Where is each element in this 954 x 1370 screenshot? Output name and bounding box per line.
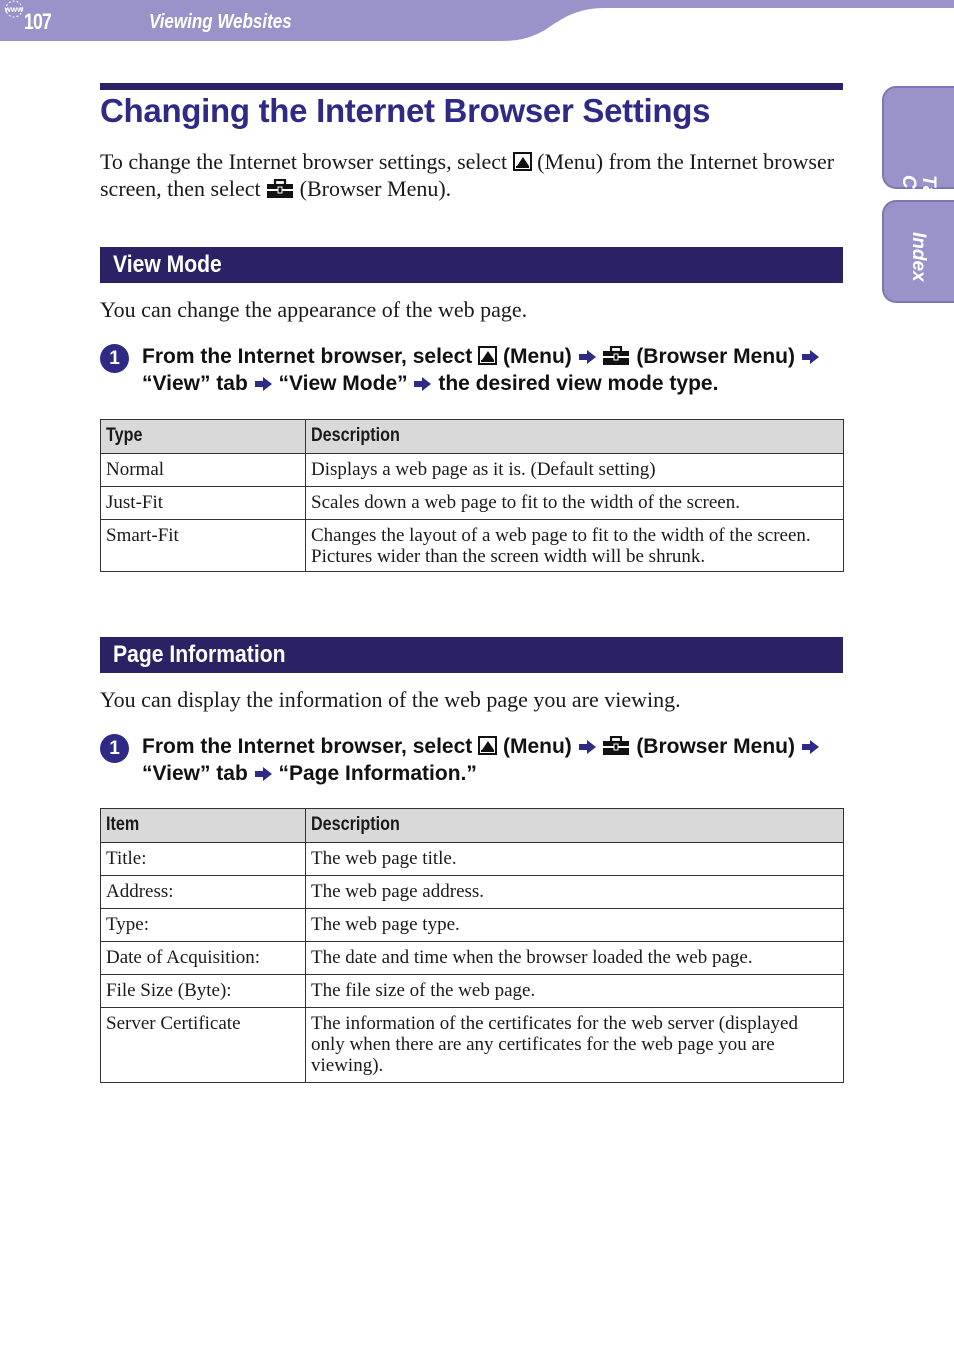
- column-header: Description: [306, 420, 844, 454]
- www-icon: [0, 0, 28, 18]
- table-cell: Date of Acquisition:: [101, 942, 306, 975]
- page-title: Changing the Internet Browser Settings: [100, 92, 711, 129]
- intro-paragraph: [100, 148, 840, 202]
- table-row: [101, 520, 844, 572]
- table-header-row: [101, 420, 844, 454]
- table-cell: Displays a web page as it is. (Default setting): [306, 454, 844, 487]
- intro-text-1: To change the Internet browser settings, select: [100, 149, 508, 174]
- table-cell: The date and time when the browser loaded the web page.: [306, 942, 844, 975]
- svg-text:www: www: [4, 5, 24, 14]
- table-cell: Server Certificate: [101, 1008, 306, 1083]
- table-row: [101, 487, 844, 520]
- index-tab[interactable]: [882, 200, 954, 303]
- page-information-heading-text: Page Information: [113, 641, 286, 668]
- table-cell: Smart-Fit: [101, 520, 306, 572]
- menu-icon: [513, 152, 532, 171]
- table-of-contents-tab[interactable]: [882, 86, 954, 189]
- table-cell: The web page type.: [306, 909, 844, 942]
- page-number: 107: [24, 9, 51, 34]
- step-text-e: “View Mode”: [278, 372, 408, 395]
- view-mode-heading: [100, 247, 843, 283]
- table-row: [101, 942, 844, 975]
- table-row: [101, 876, 844, 909]
- column-header: Item: [101, 809, 306, 843]
- browser-menu-icon: [602, 736, 630, 756]
- step-text: [142, 733, 845, 787]
- column-header: Type: [101, 420, 306, 454]
- page-information-step: [100, 733, 845, 787]
- step-text-d: “View” tab: [142, 372, 248, 395]
- step-text-f: the desired view mode type.: [438, 372, 719, 395]
- menu-icon: [478, 736, 497, 755]
- table-cell: The web page title.: [306, 843, 844, 876]
- table-cell: Changes the layout of a web page to fit to the width of the screen. Pictures wider than the screen width will be shrunk.: [306, 520, 844, 572]
- table-cell: Just-Fit: [101, 487, 306, 520]
- table-cell: Type:: [101, 909, 306, 942]
- title-rule: [100, 83, 843, 90]
- browser-menu-icon: [602, 346, 630, 366]
- section-label: Viewing Websites: [149, 11, 292, 33]
- table-row: [101, 454, 844, 487]
- arrow-right-icon: [579, 740, 596, 754]
- page-information-table: [100, 808, 844, 1083]
- step-text-c: (Browser Menu): [636, 345, 795, 368]
- table-cell: The information of the certificates for the web server (displayed only when there are any certificates for the web page you are viewing).: [306, 1008, 844, 1083]
- header-background: [0, 0, 954, 44]
- page-information-heading: [100, 637, 843, 673]
- step-number: 1: [100, 734, 129, 763]
- table-row: [101, 909, 844, 942]
- table-cell: Title:: [101, 843, 306, 876]
- table-row: [101, 975, 844, 1008]
- view-mode-heading-text: View Mode: [113, 251, 222, 278]
- view-mode-table: [100, 419, 844, 572]
- table-header-row: [101, 809, 844, 843]
- arrow-right-icon: [802, 740, 819, 754]
- table-cell: Address:: [101, 876, 306, 909]
- step-text: [142, 343, 845, 397]
- browser-menu-icon: [266, 179, 294, 199]
- intro-text-2: (Menu) from the Internet browser screen, then select: [100, 149, 835, 201]
- step-text-e: “Page Information.”: [278, 762, 477, 785]
- column-header: Description: [306, 809, 844, 843]
- index-label: Index: [908, 232, 929, 282]
- table-cell: The file size of the web page.: [306, 975, 844, 1008]
- arrow-right-icon: [802, 350, 819, 364]
- page-information-lead: You can display the information of the web page you are viewing.: [100, 687, 681, 712]
- step-text-a: From the Internet browser, select: [142, 735, 473, 758]
- view-mode-lead: You can change the appearance of the web page.: [100, 297, 528, 322]
- view-mode-step: [100, 343, 845, 397]
- page-header: [0, 0, 954, 44]
- arrow-right-icon: [255, 377, 272, 391]
- step-text-a: From the Internet browser, select: [142, 345, 473, 368]
- step-text-b: (Menu): [502, 345, 572, 368]
- intro-text-3: (Browser Menu).: [299, 176, 452, 201]
- table-cell: Scales down a web page to fit to the width of the screen.: [306, 487, 844, 520]
- menu-icon: [478, 346, 497, 365]
- arrow-right-icon: [414, 377, 431, 391]
- step-text-d: “View” tab: [142, 762, 248, 785]
- arrow-right-icon: [255, 767, 272, 781]
- table-cell: File Size (Byte):: [101, 975, 306, 1008]
- table-cell: The web page address.: [306, 876, 844, 909]
- step-number: 1: [100, 344, 129, 373]
- step-text-c: (Browser Menu): [636, 735, 795, 758]
- table-row: [101, 1008, 844, 1083]
- arrow-right-icon: [579, 350, 596, 364]
- table-row: [101, 843, 844, 876]
- table-cell: Normal: [101, 454, 306, 487]
- step-text-b: (Menu): [502, 735, 572, 758]
